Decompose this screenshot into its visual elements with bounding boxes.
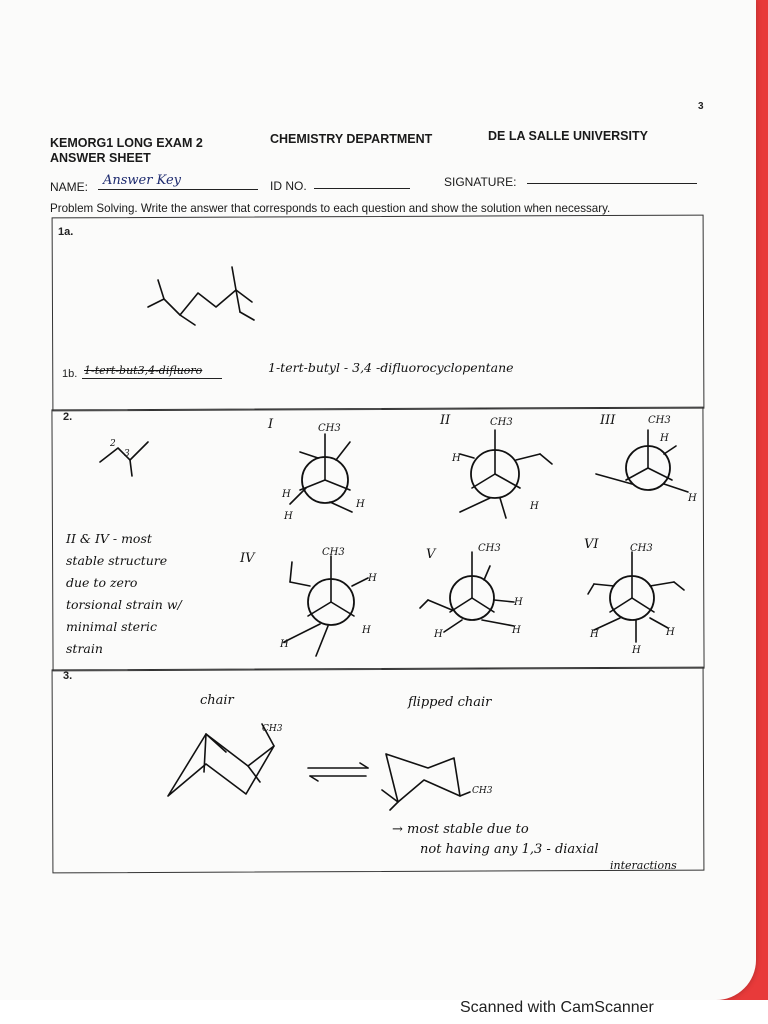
question-3-label: 3.: [63, 670, 73, 682]
conformer-4-label: IV: [240, 551, 255, 566]
name-line: [98, 189, 258, 190]
id-label: ID NO.: [270, 179, 307, 193]
question-2-label: 2.: [63, 411, 73, 423]
chair-label: chair: [200, 693, 234, 708]
chair-ch3: CH3: [262, 724, 283, 734]
conformer-6-h2: H: [632, 645, 641, 656]
conformer-1-h1: H: [282, 489, 291, 500]
equilibrium-arrows: [304, 760, 374, 784]
instructions: Problem Solving. Write the answer that corresponds to each question and show the solution when necessary.: [50, 202, 611, 215]
answer-line: minimal steric: [66, 619, 157, 634]
conformer-3-h1: H: [660, 433, 669, 444]
skeletal-structure-1a: [140, 262, 270, 332]
svg-text:2: 2: [110, 439, 116, 449]
question-2-answer: [66, 528, 236, 660]
conformer-4-ch3: CH3: [322, 547, 345, 558]
conformer-5-h3: H: [512, 625, 521, 636]
conformer-2-h1: H: [452, 453, 461, 464]
question-1b-struck-answer: 1-tert-but3,4-difluoro: [84, 364, 203, 377]
signature-label: SIGNATURE:: [444, 175, 517, 189]
conformer-1-ch3: CH3: [318, 423, 341, 434]
conformer-3-ch3: CH3: [648, 415, 671, 426]
conformer-5-ch3: CH3: [478, 543, 501, 554]
note-line: → most stable due to: [392, 822, 529, 837]
question-1b-label: 1b.: [62, 368, 78, 380]
university-name: DE LA SALLE UNIVERSITY: [488, 129, 648, 143]
signature-line: [527, 183, 697, 184]
answer-line: II & IV - most: [66, 531, 152, 546]
answer-line: strain: [66, 641, 103, 656]
conformer-6-ch3: CH3: [630, 543, 653, 554]
svg-text:3: 3: [124, 449, 130, 459]
conformer-1-h3: H: [356, 499, 365, 510]
skeletal-structure-2: [96, 434, 166, 484]
newman-projection-6: [584, 552, 694, 652]
answer-line: stable structure: [66, 553, 168, 568]
answer-sheet-title: ANSWER SHEET: [50, 151, 151, 165]
conformer-2-h2: H: [530, 501, 539, 512]
conformer-4-h2: H: [280, 639, 289, 650]
conformer-4-h1: H: [368, 573, 377, 584]
conformer-4-h3: H: [362, 625, 371, 636]
page-number: 3: [698, 101, 704, 112]
flipped-chair-ch3: CH3: [472, 786, 493, 796]
question-1b-line: [82, 378, 222, 379]
flipped-chair-conformation: [374, 742, 484, 812]
conformer-6-h1: H: [590, 629, 599, 640]
conformer-5-h2: H: [434, 629, 443, 640]
name-label: NAME:: [50, 180, 89, 194]
note-line: interactions: [610, 859, 677, 872]
answer-line: torsional strain w/: [66, 597, 182, 612]
conformer-2-ch3: CH3: [490, 417, 513, 428]
answer-line: due to zero: [66, 575, 138, 590]
id-line: [314, 188, 410, 189]
name-value: Answer Key: [103, 173, 181, 188]
conformer-5-label: V: [426, 547, 436, 562]
exam-title: KEMORG1 LONG EXAM 2: [50, 136, 203, 150]
conformer-6-label: VI: [584, 537, 599, 552]
camscanner-watermark: Scanned with CamScanner: [460, 999, 654, 1016]
conformer-3-label: III: [600, 413, 616, 428]
conformer-1-label: I: [268, 417, 274, 432]
conformer-6-h3: H: [666, 627, 675, 638]
note-line: not having any 1,3 - diaxial: [420, 842, 599, 857]
question-1b-answer: 1-tert-butyl - 3,4 -difluorocyclopentane: [268, 360, 514, 375]
department-name: CHEMISTRY DEPARTMENT: [270, 132, 433, 146]
conformer-1-h2: H: [284, 511, 293, 522]
question-3-note: [392, 820, 677, 872]
conformer-2-label: II: [440, 413, 451, 428]
flipped-chair-label: flipped chair: [408, 695, 492, 710]
conformer-5-h1: H: [514, 597, 523, 608]
conformer-3-h2: H: [688, 493, 697, 504]
question-1a-label: 1a.: [58, 226, 74, 238]
newman-projection-2: [440, 428, 560, 528]
